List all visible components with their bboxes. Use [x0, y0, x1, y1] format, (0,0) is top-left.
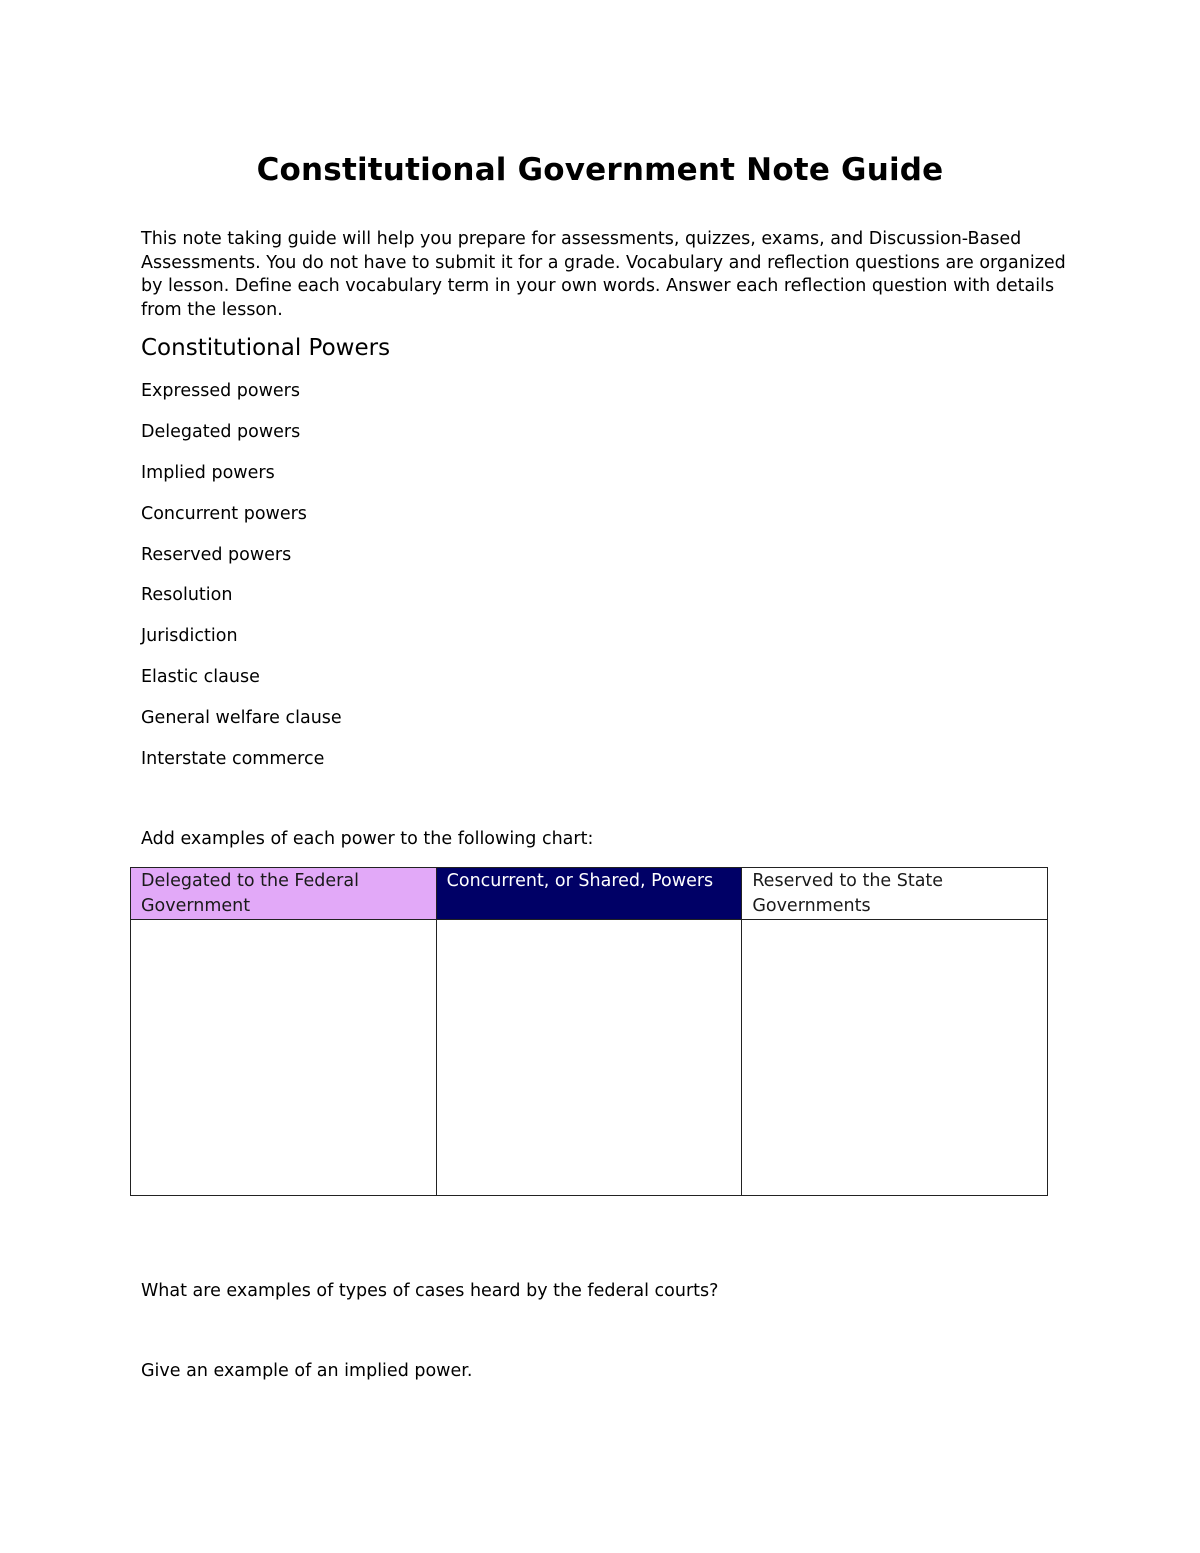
vocab-term-delegated-powers: Delegated powers: [141, 421, 301, 442]
header-delegated-federal: Delegated to the Federal Government: [131, 868, 437, 920]
vocab-term-implied-powers: Implied powers: [141, 462, 275, 483]
page-title: Constitutional Government Note Guide: [256, 152, 944, 188]
chart-instruction: Add examples of each power to the following chart:: [141, 829, 594, 849]
cell-concurrent-examples[interactable]: [436, 920, 742, 1196]
powers-chart-table: [130, 867, 1048, 1196]
vocab-term-general-welfare-clause: General welfare clause: [141, 708, 342, 729]
reflection-question-implied-power: Give an example of an implied power.: [141, 1361, 473, 1381]
vocab-term-expressed-powers: Expressed powers: [141, 381, 300, 401]
header-reserved-state: Reserved to the State Governments: [742, 868, 1048, 920]
vocab-term-resolution: Resolution: [141, 585, 233, 606]
header-concurrent-shared: Concurrent, or Shared, Powers: [436, 868, 742, 920]
vocabulary-list: [141, 380, 342, 789]
vocab-term-concurrent-powers: Concurrent powers: [141, 503, 307, 524]
intro-paragraph: This note taking guide will help you prepare for assessments, quizzes, exams, and Discussion-Based Assessments. You do not have to submit it for a grade. Vocabulary and reflection questions are organized by lesson. Define each vocabulary term in your own words. Answer each reflection question with details from the lesson.: [141, 229, 1066, 321]
section-heading: Constitutional Powers: [141, 335, 391, 361]
vocab-term-jurisdiction: Jurisdiction: [141, 626, 238, 647]
cell-reserved-examples[interactable]: [742, 920, 1048, 1196]
cell-delegated-examples[interactable]: [131, 920, 437, 1196]
powers-chart-header-row: [131, 868, 1048, 920]
vocab-term-interstate-commerce: Interstate commerce: [141, 749, 325, 770]
vocab-term-reserved-powers: Reserved powers: [141, 544, 292, 565]
reflection-question-federal-courts: What are examples of types of cases heard by the federal courts?: [141, 1281, 719, 1301]
vocab-term-elastic-clause: Elastic clause: [141, 667, 260, 688]
powers-chart-body-row: [131, 920, 1048, 1196]
